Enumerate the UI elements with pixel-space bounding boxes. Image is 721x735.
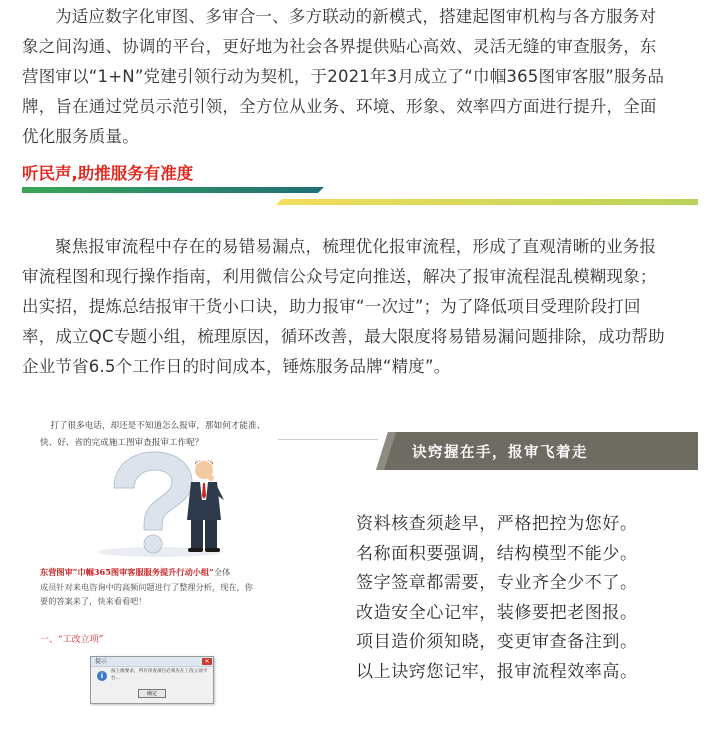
dialog-message: 按上级要求，所有审查项目必须先在工改立项平台... [111,669,208,681]
body-line: 企业节省6.5个工作日的时间成本，锤炼服务品牌“精度”。 [22,357,451,376]
guide-group-name: 东营图审“巾帼365图审客服服务提升行动小组” [40,567,214,577]
tip-verse: 以上诀窍您记牢，报审流程效率高。 [356,661,638,682]
guide-description [40,565,274,609]
body-line: 出实招，提炼总结报审干货小口诀，助力报审“一次过”；为了降低项目受理阶段打回 [22,297,641,316]
intro-paragraph [22,2,698,152]
prompt-dialog-screenshot [90,656,214,704]
guide-intro-line: 快、好、省的完成施工图审查报审工作呢？ [40,438,204,448]
tip-verse: 项目造价须知晓，变更审查备注到。 [356,632,638,652]
tip-verse: 改造安全心记牢，装修要把老图报。 [356,602,638,623]
dialog-titlebar [91,657,213,667]
tip-verse: 资料核查须趁早，严格把控为您好。 [356,514,638,534]
section-accent-bar [276,199,698,205]
body-line: 率，成立QC专题小组，梳理原因，循环改善，最大限度将易错易漏问题排除，成功帮助 [22,327,665,346]
section-title: 听民声,助推服务有准度 [22,164,194,183]
guide-desc-line: 成员针对来电咨询中的高频问题进行了整理分析，现在，你 [40,581,253,592]
intro-line: 象之间沟通、协调的平台，更好地为社会各界提供贴心高效、灵活无缝的审查服务，东 [22,37,657,56]
dialog-ok-button: 确定 [138,689,166,698]
tip-verse: 名称面积要强调，结构模型不能少。 [356,543,638,564]
divider [278,439,378,440]
intro-line: 为适应数字化审图、多审合一、多方联动的新模式，搭建起图审机构与各方服务对 [55,7,657,26]
body-line: 聚焦报审流程中存在的易错易漏点，梳理优化报审流程，形成了直观清晰的业务报 [55,237,657,256]
dialog-title: 提示 [95,658,108,665]
guide-step-heading: 一、“工改立项” [40,635,104,645]
intro-line: 营图审以“1+N”党建引领行动为契机，于2021年3月成立了“巾帼365图审客服”服务品 [22,67,665,86]
section-underline-bar [22,187,324,193]
guide-intro-line: 打了很多电话，却还是不知道怎么报审，那如何才能准、 [50,421,266,431]
info-icon: i [97,671,107,681]
guide-intro-text [40,418,268,452]
tip-verse: 签字签章都需要，专业齐全少不了。 [356,573,638,593]
tips-verses [356,510,696,687]
businessman-question-illustration [92,448,242,558]
intro-line: 牌，旨在通过党员示范引领，全方位从业务、环境、形象、效率四方面进行提升，全面 [22,97,657,116]
intro-line: 优化服务质量。 [22,127,139,146]
close-icon: ✕ [202,658,212,665]
guide-desc-line: 要的答案来了，快来看看吧！ [40,596,147,606]
guide-desc-text: 全体 [213,567,231,577]
tips-banner-text: 诀窍握在手，报审飞着走 [412,444,588,461]
body-paragraph [22,232,698,382]
body-line: 审流程图和现行操作指南，利用微信公众号定向推送，解决了报审流程混乱模糊现象； [22,267,657,286]
